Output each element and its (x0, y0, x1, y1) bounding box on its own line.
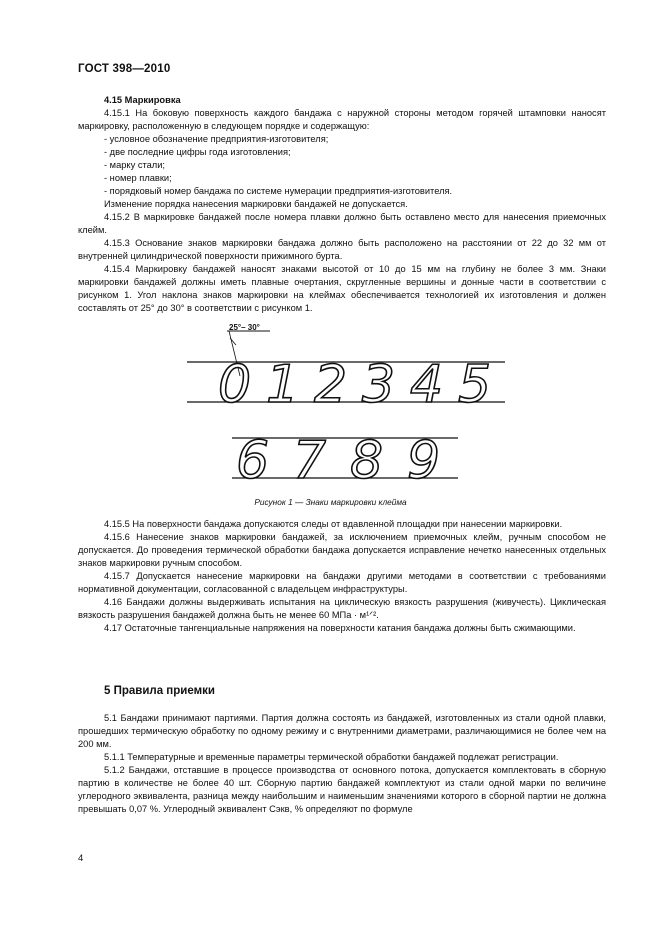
paragraph: 4.15.7 Допускается нанесение маркировки на бандажи другими методами в соответствии с требованиями нормативной документации, согласованной с владельцем инфраструктуры. (78, 571, 606, 594)
text-block-after-figure (78, 518, 606, 635)
section-title: 5 Правила приемки (104, 685, 215, 697)
digit-0: 0 (218, 355, 252, 415)
digit-7: 7 (293, 431, 327, 491)
paragraph: Изменение порядка нанесения маркировки бандажей не допускается. (104, 199, 408, 209)
list-item: - номер плавки; (104, 173, 172, 183)
paragraph: 5.1.2 Бандажи, отставшие в процессе производства от основного потока, допускается комплектовать в сборную партию в количестве не более 40 шт. Сборную партию бандажей комплектуют из стали одной марки по величине углеродного эквивалента, разница между наибольшим и наименьшим значениями которого в сборной партии не должна превышать 0,07 %. Углеродный эквивалент Сэкв, % определяют по формуле (78, 765, 606, 814)
paragraph: 4.15.4 Маркировку бандажей наносят знаками высотой от 10 до 15 мм на глубину не более 3 мм. Знаки маркировки бандажей должны иметь плавные очертания, скругленные вершины и донные части в соответствии с рисунком 1. Угол наклона знаков маркировки на клеймах обеспечивается технологией их изготовления и должен составлять от 25° до 30° в соответствии с рисунком 1. (78, 264, 606, 313)
digit-3: 3 (362, 355, 396, 415)
paragraph: 4.17 Остаточные тангенциальные напряжения на поверхности катания бандажа должны быть сжимающими. (104, 623, 576, 633)
digit-row-1 (218, 355, 491, 415)
digit-4: 4 (410, 355, 444, 415)
digit-8: 8 (350, 431, 384, 491)
list-item: - условное обозначение предприятия-изготовителя; (104, 134, 329, 144)
paragraph: 4.15.1 На боковую поверхность каждого бандажа с наружной стороны методом горячей штамповки наносят маркировку, расположенную в следующем порядке и содержащую: (78, 108, 606, 131)
paragraph: 4.15.6 Нанесение знаков маркировки бандажей, за исключением приемочных клейм, ручным способом не допускается. До проведения термической обработки бандажа допускается исправление нечетко нанесенных отдельных знаков маркировки ручным способом. (78, 532, 606, 568)
digit-row-2 (236, 431, 440, 491)
paragraph: 5.1 Бандажи принимают партиями. Партия должна состоять из бандажей, изготовленных из стали одной плавки, прошедших термическую обработку по одному режиму и с внутренними диаметрами, различающимися не более чем на 200 мм. (78, 713, 606, 749)
digit-2: 2 (314, 355, 348, 415)
digit-9: 9 (407, 431, 441, 491)
document-header: ГОСТ 398—2010 (78, 63, 171, 75)
list-item: - порядковый номер бандажа по системе нумерации предприятия-изготовителя. (104, 186, 453, 196)
angle-arc (230, 338, 236, 345)
digit-5: 5 (458, 355, 492, 415)
paragraph: 5.1.1 Температурные и временные параметры термической обработки бандажей подлежат регистрации. (104, 752, 559, 762)
figure-caption: Рисунок 1 — Знаки маркировки клейма (254, 497, 407, 507)
paragraph: 4.15.5 На поверхности бандажа допускаются следы от вдавленной площадки при нанесении маркировки. (104, 519, 563, 529)
list-item: - две последние цифры года изготовления; (104, 147, 291, 157)
paragraph: 4.16 Бандажи должны выдерживать испытания на циклическую вязкость разрушения (живучесть). Циклическая вязкость разрушения бандажей должна быть не менее 60 МПа · м¹ᐟ². (78, 597, 606, 620)
paragraph: 4.15.2 В маркировке бандажей после номера плавки должно быть оставлено место для нанесения приемочных клейм. (78, 212, 606, 235)
angle-label: 25°– 30° (229, 323, 260, 332)
list-item: - марку стали; (104, 160, 165, 170)
paragraph: 4.15.3 Основание знаков маркировки бандажа должно быть расположено на расстоянии от 22 до 32 мм от внутренней цилиндрической поверхности прижимного бурта. (78, 238, 606, 261)
heading-4-15: 4.15 Маркировка (104, 95, 181, 105)
text-block-acceptance (78, 712, 606, 816)
page-number: 4 (78, 853, 84, 864)
digit-6: 6 (236, 431, 270, 491)
digit-1: 1 (266, 355, 300, 415)
